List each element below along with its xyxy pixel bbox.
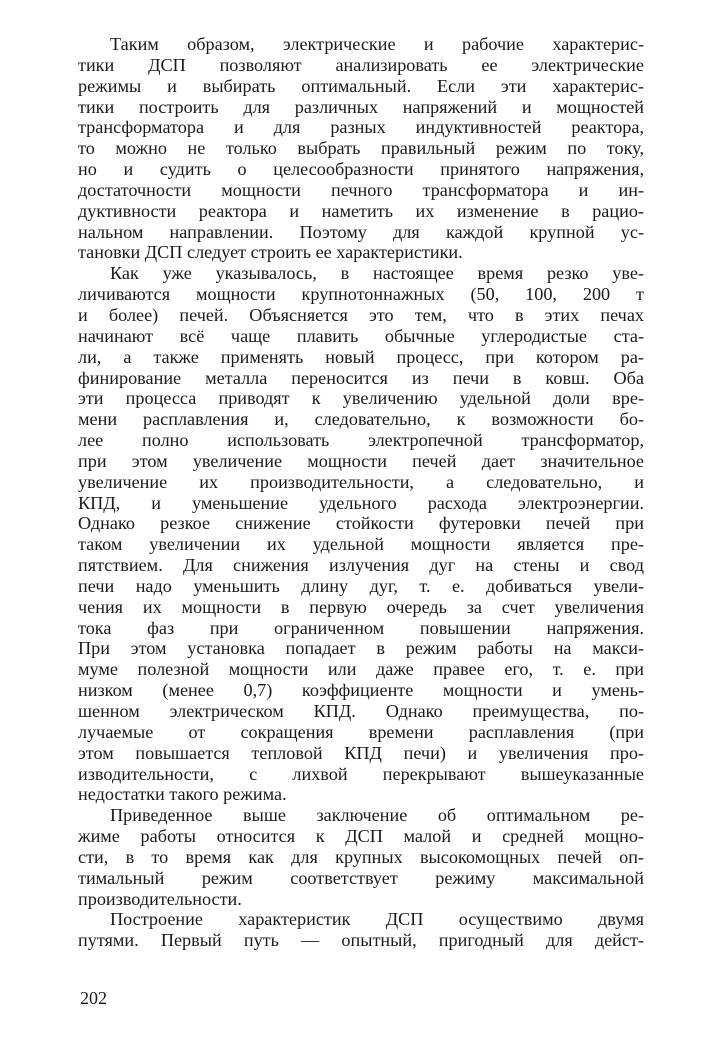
text-line: сти, в то время как для крупных высокомощных печей оп-	[78, 846, 644, 867]
text-line: финирование металла переносится из печи в ковш. Оба	[78, 367, 644, 388]
text-line: ли, а также применять новый процесс, при котором ра-	[78, 346, 644, 367]
text-line: чения их мощности в первую очередь за счет увеличения	[78, 596, 644, 617]
text-line: тока фаз при ограниченном повышении напряжения.	[78, 617, 644, 638]
text-line: но и судить о целесообразности принятого напряжения,	[78, 159, 644, 180]
text-line: начинают всё чаще плавить обычные углеродистые ста-	[78, 325, 644, 346]
text-line: таком увеличении их удельной мощности является пре-	[78, 534, 644, 555]
text-line: то можно не только выбрать правильный режим по току,	[78, 138, 644, 159]
text-line: Приведенное выше заключение об оптимальном ре-	[110, 805, 644, 826]
text-line: печи надо уменьшить длину дуг, т. е. добиваться увели-	[78, 575, 644, 596]
text-line: шенном электрическом КПД. Однако преимущества, по-	[78, 701, 644, 721]
text-line: тики построить для различных напряжений и мощностей	[78, 96, 644, 117]
text-line: режимы и выбирать оптимальный. Если эти характерис-	[78, 75, 644, 96]
page-number: 202	[80, 988, 107, 1008]
text-line: изводительности, с лихвой перекрывают вышеуказанные	[78, 763, 644, 784]
page-body	[78, 34, 644, 951]
text-line: При этом установка попадает в режим работы на макси-	[78, 638, 644, 659]
text-line: лее полно использовать электропечной трансформатор,	[78, 430, 644, 451]
text-line: и более) печей. Объясняется это тем, что в этих печах	[78, 304, 644, 325]
text-line: при этом увеличение мощности печей дает значительное	[78, 450, 644, 471]
text-line: этом повышается тепловой КПД печи) и увеличения про-	[78, 742, 644, 763]
text-line: Таким образом, электрические и рабочие характерис-	[110, 34, 644, 54]
text-line: производительности.	[78, 888, 242, 909]
text-line: мени расплавления и, следовательно, к возможности бо-	[78, 409, 644, 430]
text-line: низком (менее 0,7) коэффициенте мощности и умень-	[78, 680, 644, 701]
text-line: тановки ДСП следует строить ее характеристики.	[78, 242, 463, 263]
text-line: дуктивности реактора и наметить их изменение в рацио-	[78, 200, 644, 221]
text-line: нальном направлении. Поэтому для каждой крупной ус-	[78, 221, 644, 242]
text-line: трансформатора и для разных индуктивностей реактора,	[78, 117, 644, 138]
text-line: Построение характеристик ДСП осуществимо двумя	[110, 909, 644, 930]
text-line: увеличение их производительности, а следовательно, и	[78, 471, 644, 492]
text-line: КПД, и уменьшение удельного расхода электроэнергии.	[78, 492, 644, 513]
text-line: муме полезной мощности или даже правее его, т. е. при	[78, 659, 644, 680]
text-line: личиваются мощности крупнотоннажных (50, 100, 200 т	[78, 284, 644, 305]
text-line: путями. Первый путь — опытный, пригодный для дейст-	[78, 930, 644, 951]
text-line: недостатки такого режима.	[78, 784, 287, 805]
text-line: тимальный режим соответствует режиму максимальной	[78, 867, 644, 888]
text-line: Однако резкое снижение стойкости футеровки печей при	[78, 513, 644, 534]
text-line: лучаемые от сокращения времени расплавления (при	[78, 721, 644, 742]
text-line: пятствием. Для снижения излучения дуг на стены и свод	[78, 555, 644, 576]
text-line: достаточности мощности печного трансформатора и ин-	[78, 179, 644, 200]
text-line: Как уже указывалось, в настоящее время резко уве-	[110, 263, 644, 284]
text-line: жиме работы относится к ДСП малой и средней мощно-	[78, 826, 644, 847]
text-line: тики ДСП позволяют анализировать ее электрические	[78, 54, 644, 75]
text-line: эти процесса приводят к увеличению удельной доли вре-	[78, 388, 644, 409]
